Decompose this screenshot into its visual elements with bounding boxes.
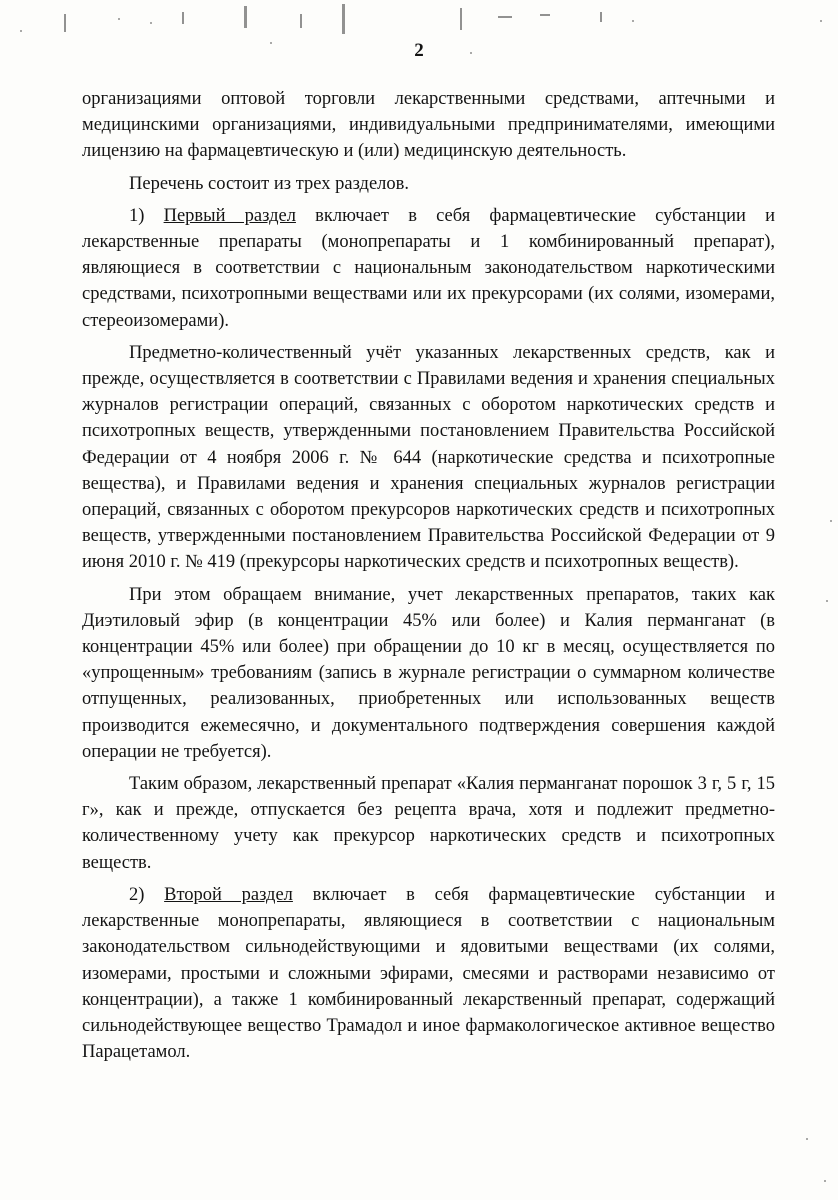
scan-artifact <box>826 600 828 602</box>
scan-artifact <box>20 30 22 32</box>
scan-artifact <box>498 16 512 18</box>
paragraph-second-section <box>82 882 775 1065</box>
paragraph-text: Предметно-количественный учёт указанных лекарственных средств, как и прежде, осуществляется в соответствии с Правилами ведения и хранения специальных журналов регистрации операций, связанных с оборотом наркотических средств и психотропных веществ, утвержденными постановлением Правительства Российской Федерации от 4 ноября 2006 г. № 644 (наркотические средства и психотропные вещества), и Правилами ведения и хранения специальных журналов регистрации операций, связанных с оборотом прекурсоров наркотических средств и психотропных веществ, утвержденными постановлением Правительства Российской Федерации от 9 июня 2010 г. № 419 (прекурсоры наркотических средств и психотропных веществ). <box>82 342 775 573</box>
paragraph-accounting <box>82 340 775 576</box>
scan-artifact <box>460 8 462 30</box>
paragraph-text: При этом обращаем внимание, учет лекарственных препаратов, таких как Диэтиловый эфир (в концентрации 45% или более) и Калия перманганат (в концентрации 45% или более) при обращении до 10 кг в месяц, осуществляется по «упрощенным» требованиям (запись в журнале регистрации о суммарном количестве отпущенных, реализованных, приобретенных или использованных веществ производится ежемесячно, и документального подтверждения совершения каждой операции не требуется). <box>82 584 775 762</box>
paragraph-conclusion <box>82 771 775 876</box>
paragraph-continuation <box>82 86 775 165</box>
scan-artifact <box>830 520 832 522</box>
scan-artifact <box>64 14 66 32</box>
page-number: 2 <box>414 40 424 61</box>
paragraph-first-section <box>82 203 775 334</box>
scan-artifact <box>342 4 345 34</box>
paragraph-attention <box>82 582 775 765</box>
paragraph-text: Перечень состоит из трех разделов. <box>129 173 410 194</box>
scan-artifact <box>300 14 302 28</box>
scan-artifact <box>824 1180 826 1182</box>
paragraph-text: организациями оптовой торговли лекарственными средствами, аптечными и медицинскими организациями, индивидуальными предпринимателями, имеющими лицензию на фармацевтическую и (или) медицинскую деятельность. <box>82 89 775 162</box>
scan-artifact <box>182 12 184 24</box>
paragraph-sections-intro <box>82 171 775 197</box>
scan-artifact <box>118 18 120 20</box>
paragraph-text: Таким образом, лекарственный препарат «Калия перманганат порошок 3 г, 5 г, 15 г», как и прежде, отпускается без рецепта врача, хотя и подлежит предметно-количественному учету как прекурсор наркотических средств и психотропных веществ. <box>82 774 775 873</box>
scan-artifact <box>806 1138 808 1140</box>
scan-artifact <box>820 20 822 22</box>
list-number: 1) <box>129 205 164 226</box>
paragraph-text: включает в себя фармацевтические субстанции и лекарственные монопрепараты, являющиеся в соответствии с национальным законодательством сильнодействующими и ядовитыми веществами (их солями, изомерами, простыми и сложными эфирами, смесями и растворами независимо от концентрации), а также 1 комбинированный лекарственный препарат, содержащий сильнодействующее вещество Трамадол и иное фармакологическое активное вещество Парацетамол. <box>82 884 776 1063</box>
document-body <box>82 86 775 1071</box>
scan-artifact <box>540 14 550 16</box>
scan-artifact <box>150 22 152 24</box>
paragraph-text: включает в себя фармацевтические субстанции и лекарственные препараты (монопрепараты и 1 комбинированный препарат), являющиеся в соответствии с национальным законодательством наркотическими средствами, психотропными веществами или их прекурсорами (их солями, изомерами, стереоизомерами). <box>82 205 775 331</box>
list-number: 2) <box>129 884 165 905</box>
scan-artifact <box>244 6 247 28</box>
section-heading-underlined: Второй раздел <box>164 884 293 905</box>
scan-artifact <box>600 12 602 22</box>
scan-artifact <box>632 20 634 22</box>
section-heading-underlined: Первый раздел <box>163 205 296 226</box>
